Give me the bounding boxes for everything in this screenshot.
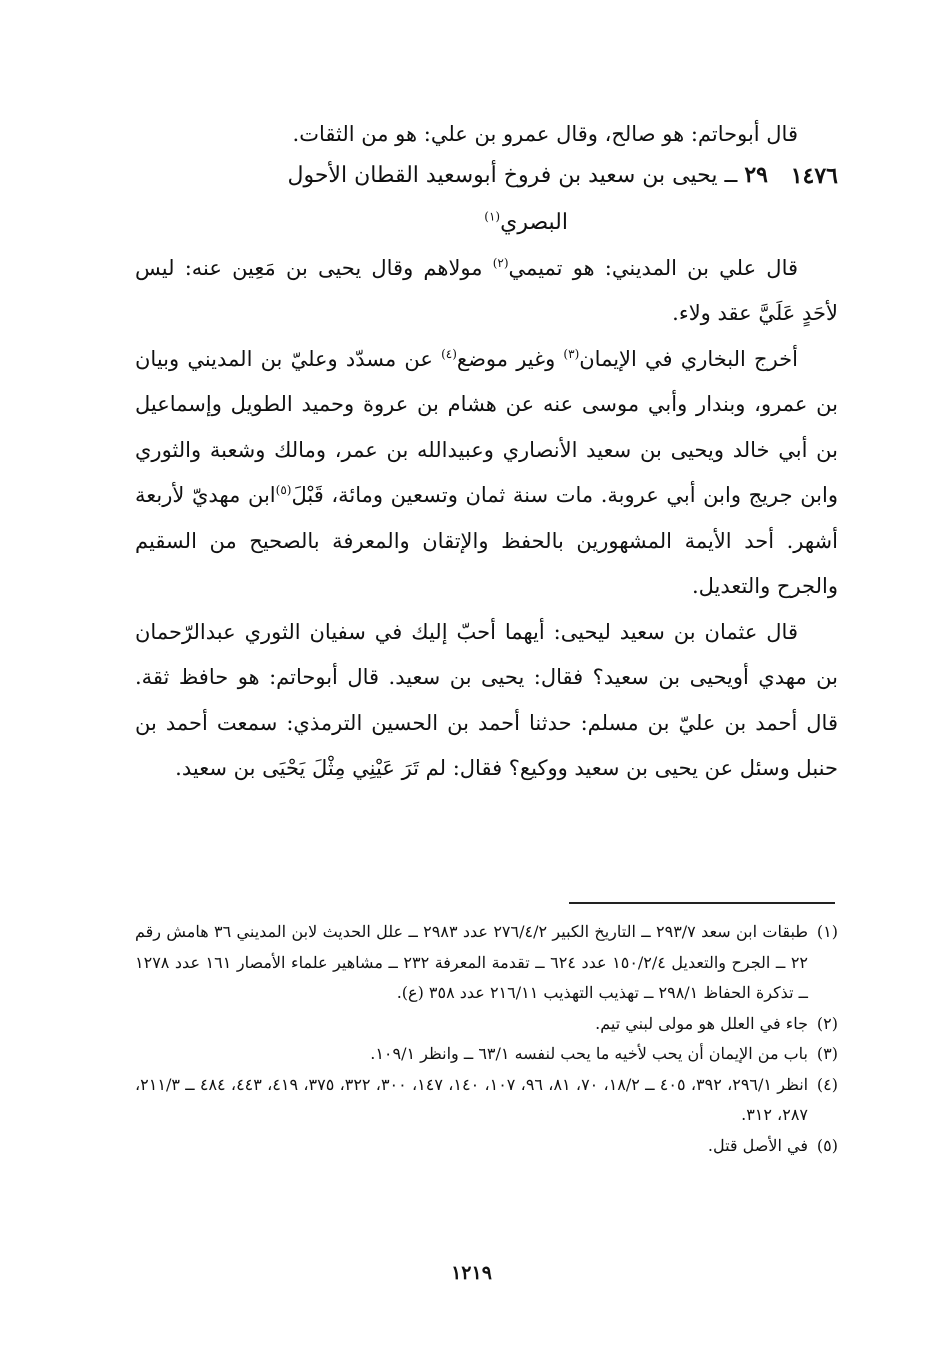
footnote-divider: [569, 902, 835, 904]
p2-part-a: قال علي بن المديني: هو تميمي: [508, 255, 799, 280]
footnote-ref-4: (٤): [441, 346, 457, 361]
paragraph-1: قال أبوحاتم: هو صالح، وقال عمرو بن علي: هو من الثقات.: [292, 122, 798, 146]
footnote-number: (٥): [816, 1135, 838, 1155]
footnote-text: في الأصل قتل.: [707, 1135, 808, 1155]
footnote-3: [135, 1039, 838, 1070]
footnote-text: باب من الإيمان أن يحب لأخيه ما يحب لنفسه ٦٣/١ ــ وانظر ١٠٩/١.: [370, 1044, 808, 1063]
main-text: [135, 112, 838, 792]
footnote-ref-2: (٢): [492, 255, 509, 270]
footnote-ref-1: (١): [484, 209, 501, 224]
footnote-2: [135, 1009, 838, 1040]
entry-number: ١٤٧٦: [790, 162, 838, 189]
entry-name-cont: البصري: [500, 209, 568, 235]
p3-part-b: وغير موضع: [456, 346, 564, 371]
paragraph-2: [135, 246, 838, 337]
footnotes: [135, 917, 838, 1161]
p3-part-c: عن مسدّد وعليّ بن المديني وبيان بن عمرو، وبندار وأبي موسى عنه عن هشام بن عروة وحميد الطويل وإسماعيل بن أبي خالد ويحيى بن سعيد الأنصاري وعبيدالله بن عمر، ومالك وشعبة والثوري وابن جريج وابن أبي عروبة. مات سنة ثمان وتسعين ومائة، قَبْلَ: [135, 346, 839, 507]
entry-heading-line-2: [135, 199, 768, 246]
footnote-1: [135, 917, 838, 1009]
entry-sequence-number: ٢٩: [744, 161, 768, 188]
footnote-text: جاء في العلل هو مولى لبني تيم.: [595, 1013, 808, 1033]
entry-heading-line-1: [135, 152, 768, 199]
footnote-number: (٤): [816, 1074, 838, 1094]
footnote-ref-3: (٣): [563, 346, 580, 361]
footnote-text: طبقات ابن سعد ٢٩٣/٧ ــ التاريخ الكبير ٢٧٦/٤/٢ عدد ٢٩٨٣ ــ علل الحديث لابن المديني ٣٦ هامش رقم ٢٢ ــ الجرح والتعديل ١٥٠/٢/٤ عدد ٦٢٤ ــ تقدمة المعرفة ٢٣٢ ــ مشاهير علماء الأمصار ١٦١ عدد ١٢٧٨ ــ تذكرة الحفاظ ٢٩٨/١ ــ تهذيب التهذيب ٢١٦/١١ عدد ٣٥٨ (ع).: [135, 922, 809, 1002]
p2-part-b: مولاهم وقال يحيى بن مَعِين عنه: ليس لأحَدٍ عَلَيَّ عقد ولاء.: [135, 255, 838, 325]
p3-part-a: أخرج البخاري في الإيمان: [579, 346, 798, 371]
footnote-4: [135, 1070, 838, 1131]
footnote-ref-5: (٥): [275, 483, 292, 497]
entry-name: يحيى بن سعيد بن فروخ أبوسعيد القطان الأحول: [287, 162, 718, 188]
p3-part-d: ابن مهديّ لأربعة أشهر. أحد الأيمة المشهورين بالحفظ والإتقان والمعرفة بالصحيح من السقيم والجرح والتعديل.: [135, 483, 838, 598]
page-number: ١٢١٩: [451, 1262, 492, 1284]
entry-dash: ــ: [717, 162, 745, 188]
footnote-text: انظر ٢٩٦/١، ٣٩٢، ٤٠٥ ــ ١٨/٢، ٧٠، ٨١، ٩٦، ١٠٧، ١٤٠، ١٤٧، ٣٠٠، ٣٢٢، ٣٧٥، ٤١٩، ٤٤٣، ٤٨٤ ــ ٢١١/٣، ٢٨٧، ٣١٢.: [135, 1074, 809, 1124]
paragraph-3: [135, 337, 838, 610]
entry-heading: [135, 152, 768, 246]
footnote-number: (١): [816, 922, 838, 941]
footnote-5: [135, 1131, 838, 1162]
footnote-number: (٢): [816, 1013, 838, 1033]
biography-entry: [135, 160, 838, 246]
paragraph-4: قال عثمان بن سعيد ليحيى: أيهما أحبّ إليك في سفيان الثوري عبدالرّحمان بن مهدي أويحيى بن سعيد؟ فقال: يحيى بن سعيد. قال أبوحاتم: هو حافظ ثقة. قال أحمد بن عليّ بن مسلم: حدثنا أحمد بن الحسين الترمذي: سمعت أحمد بن حنبل وسئل عن يحيى بن سعيد ووكيع؟ فقال: لم تَرَ عَيْنِي مِثْلَ يَحْيَى بن سعيد.: [135, 619, 838, 780]
footnote-number: (٣): [816, 1044, 838, 1063]
